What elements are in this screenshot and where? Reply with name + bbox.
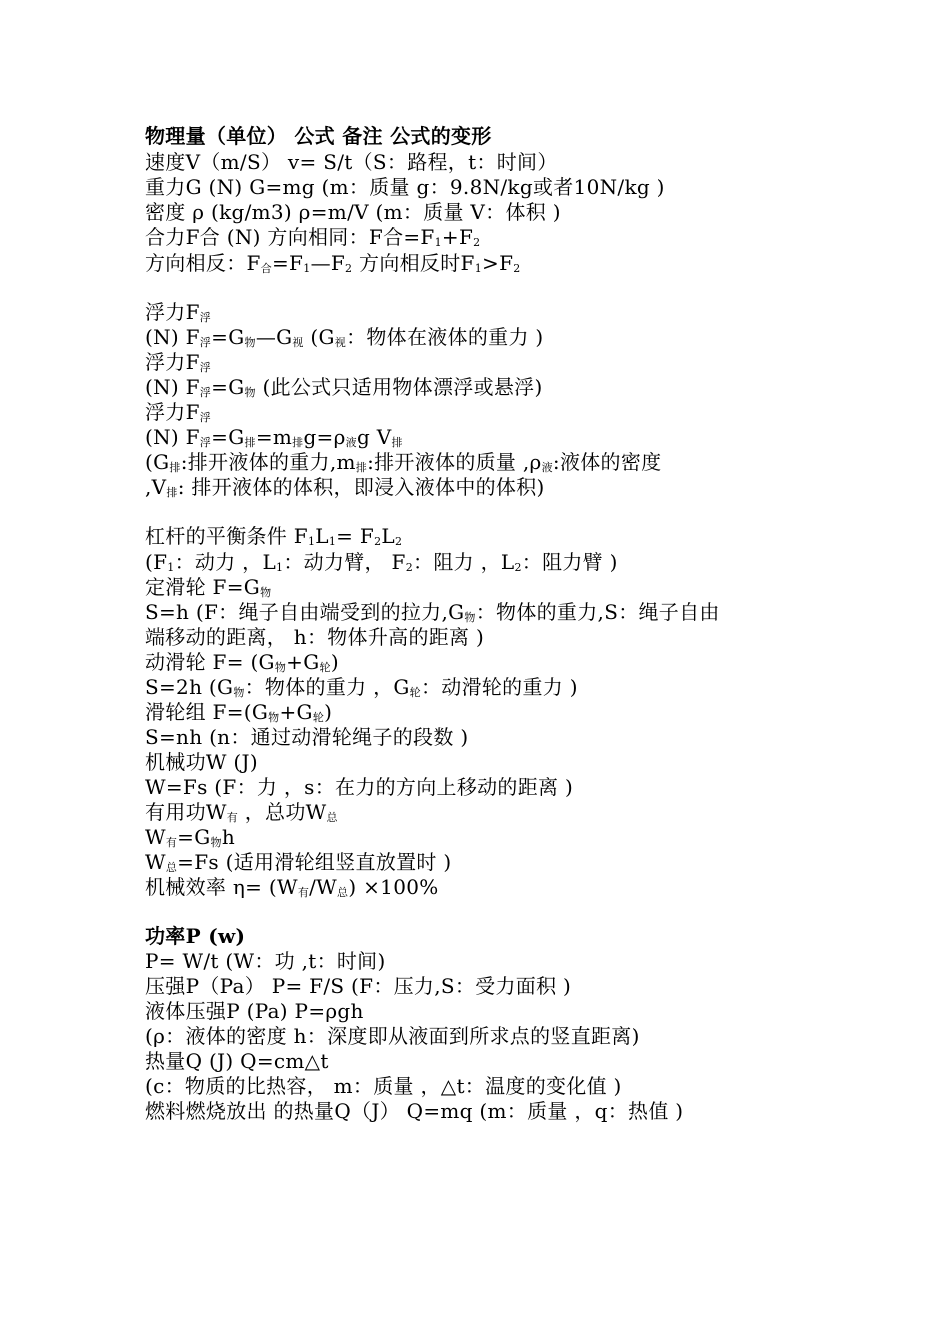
subscript-text: 2 bbox=[513, 262, 521, 275]
line-text: ) ×100% bbox=[348, 875, 439, 899]
subscript-text: 1 bbox=[434, 236, 442, 249]
subscript-text: 排 bbox=[166, 486, 178, 499]
subscript-text: 1 bbox=[328, 535, 337, 548]
line-text: :排开液体的重力,m bbox=[180, 450, 356, 474]
line-text: L bbox=[381, 524, 395, 548]
subscript-text: 物 bbox=[260, 586, 272, 599]
subscript-text: 合 bbox=[260, 262, 272, 275]
subscript-text: 排 bbox=[292, 436, 304, 449]
subscript-text: 排 bbox=[244, 436, 256, 449]
line-text: 定滑轮 F=G bbox=[145, 575, 261, 599]
subscript-text: 排 bbox=[169, 461, 181, 474]
text-line bbox=[145, 1099, 825, 1123]
line-text: >F bbox=[482, 251, 514, 275]
line-text: 压强P（Pa） P= F/S (F：压力,S：受力面积 ) bbox=[145, 974, 572, 998]
line-text: S=h (F：绳子自由端受到的拉力,G bbox=[145, 600, 465, 624]
text-line bbox=[145, 251, 825, 281]
line-text: 密度 ρ (kg/m3) ρ=m/V (m：质量 V：体积 ) bbox=[145, 200, 561, 224]
text-line bbox=[145, 750, 825, 774]
subscript-text: 视 bbox=[292, 336, 304, 349]
subscript-text: 2 bbox=[394, 535, 403, 548]
text-line bbox=[145, 949, 825, 973]
subscript-text: 物 bbox=[244, 336, 256, 349]
line-text: ：动滑轮的重力 ) bbox=[420, 675, 578, 699]
subscript-text: 浮 bbox=[199, 336, 212, 349]
subscript-text: 物 bbox=[274, 661, 287, 674]
line-text: 端移动的距离， h：物体升高的距离 ) bbox=[145, 625, 485, 649]
line-text: 合力F合 (N) 方向相同：F合=F bbox=[145, 225, 435, 249]
line-text: : 排开液体的体积，即浸入液体中的体积) bbox=[177, 475, 545, 499]
line-text: (N) F bbox=[145, 375, 200, 399]
subscript-text: 轮 bbox=[319, 661, 331, 674]
line-text: ) bbox=[324, 700, 333, 724]
subscript-text: 排 bbox=[391, 436, 403, 449]
line-text: W=Fs (F：力 ，s：在力的方向上移动的距离 ) bbox=[145, 775, 574, 799]
text-line bbox=[145, 124, 825, 148]
subscript-text: 2 bbox=[514, 561, 522, 574]
line-text: W bbox=[145, 825, 166, 849]
line-text: 物理量（单位） 公式 备注 公式的变形 bbox=[145, 124, 492, 148]
line-text: 滑轮组 F=(G bbox=[145, 700, 269, 724]
line-text: (G bbox=[303, 325, 335, 349]
line-text: ：阻力 ，L bbox=[413, 550, 515, 574]
line-text: —G bbox=[255, 325, 293, 349]
line-text: =G bbox=[211, 425, 245, 449]
line-text: 方向相反时F bbox=[352, 251, 475, 275]
line-text: ：物体的重力,S：绳子自由 bbox=[475, 600, 720, 624]
text-line bbox=[145, 1049, 825, 1073]
line-text: =Fs (适用滑轮组竖直放置时 ) bbox=[177, 850, 452, 874]
subscript-text: 浮 bbox=[199, 311, 212, 324]
line-text: 机械效率 η= (W bbox=[145, 875, 298, 899]
line-text: ：物体在液体的重力 ) bbox=[346, 325, 544, 349]
subscript-text: 视 bbox=[334, 336, 347, 349]
subscript-text: 有 bbox=[165, 836, 178, 849]
line-text: 浮力F bbox=[145, 350, 200, 374]
text-line bbox=[145, 725, 825, 749]
line-text: W bbox=[145, 850, 166, 874]
line-text: 热量Q (J) Q=cm△t bbox=[145, 1049, 329, 1073]
line-text: S=2h (G bbox=[145, 675, 234, 699]
line-text: 速度V（m/S） v= S/t（S：路程，t：时间） bbox=[145, 150, 558, 174]
subscript-text: 总 bbox=[337, 886, 349, 899]
line-text: /W bbox=[309, 875, 338, 899]
line-text: ,V bbox=[145, 475, 167, 499]
line-text: =F bbox=[272, 251, 304, 275]
line-text: g=ρ bbox=[303, 425, 346, 449]
text-line bbox=[145, 974, 825, 998]
line-text: = F bbox=[336, 524, 375, 548]
subscript-text: 液 bbox=[345, 436, 357, 449]
line-text: :排开液体的质量 ,ρ bbox=[367, 450, 542, 474]
line-text: 浮力F bbox=[145, 300, 200, 324]
line-text: =m bbox=[255, 425, 293, 449]
line-text: +G bbox=[279, 700, 313, 724]
text-line bbox=[145, 175, 825, 199]
line-text: 杠杆的平衡条件 F bbox=[145, 524, 308, 548]
subscript-text: 轮 bbox=[312, 711, 325, 724]
line-text: 浮力F bbox=[145, 400, 200, 424]
text-line bbox=[145, 150, 825, 174]
text-line bbox=[145, 924, 825, 948]
subscript-text: 1 bbox=[307, 535, 316, 548]
line-text: =G bbox=[211, 375, 245, 399]
subscript-text: 2 bbox=[473, 236, 481, 249]
subscript-text: 轮 bbox=[409, 686, 421, 699]
line-text: 机械功W (J) bbox=[145, 750, 258, 774]
subscript-text: 物 bbox=[464, 611, 476, 624]
subscript-text: 浮 bbox=[199, 361, 212, 374]
text-line bbox=[145, 625, 825, 649]
line-text: (N) F bbox=[145, 325, 200, 349]
line-text: (N) F bbox=[145, 425, 200, 449]
line-text: —F bbox=[310, 251, 346, 275]
line-text: ) bbox=[330, 650, 339, 674]
line-text: L bbox=[315, 524, 329, 548]
line-text: 功率P (w) bbox=[145, 924, 246, 948]
subscript-text: 2 bbox=[345, 262, 353, 275]
line-text: ：动力 ，L bbox=[174, 550, 277, 574]
text-line bbox=[145, 200, 825, 224]
text-line bbox=[145, 775, 825, 799]
line-text: =G bbox=[211, 325, 245, 349]
text-line bbox=[145, 1074, 825, 1098]
subscript-text: 物 bbox=[233, 686, 245, 699]
subscript-text: 1 bbox=[474, 262, 483, 275]
line-text: S=nh (n：通过动滑轮绳子的段数 ) bbox=[145, 725, 469, 749]
line-text: ：物体的重力 ，G bbox=[244, 675, 410, 699]
line-text: 重力G (N) G=mg (m：质量 g：9.8N/kg或者10N/kg ) bbox=[145, 175, 665, 199]
line-text: 液体压强P (Pa) P=ρgh bbox=[145, 999, 364, 1023]
subscript-text: 液 bbox=[541, 461, 553, 474]
subscript-text: 总 bbox=[326, 811, 338, 824]
line-text: h bbox=[221, 825, 236, 849]
line-text: P= W/t (W：功 ,t：时间) bbox=[145, 949, 386, 973]
subscript-text: 1 bbox=[303, 262, 311, 275]
line-text: 动滑轮 F= (G bbox=[145, 650, 275, 674]
subscript-text: 物 bbox=[210, 836, 222, 849]
text-line bbox=[145, 1024, 825, 1048]
line-text: :液体的密度 bbox=[552, 450, 662, 474]
line-text: (此公式只适用物体漂浮或悬浮) bbox=[255, 375, 543, 399]
line-text: (F bbox=[145, 550, 168, 574]
subscript-text: 物 bbox=[268, 711, 280, 724]
line-text: =G bbox=[177, 825, 211, 849]
subscript-text: 2 bbox=[374, 535, 382, 548]
subscript-text: 物 bbox=[244, 386, 256, 399]
line-text: 方向相反：F bbox=[145, 251, 261, 275]
line-text: +F bbox=[441, 225, 474, 249]
subscript-text: 浮 bbox=[199, 386, 212, 399]
subscript-text: 有 bbox=[226, 811, 239, 824]
subscript-text: 浮 bbox=[199, 436, 212, 449]
text-line bbox=[145, 875, 825, 905]
line-text: 燃料燃烧放出 的热量Q（J） Q=mq (m：质量 ，q：热值 ) bbox=[145, 1099, 684, 1123]
subscript-text: 浮 bbox=[199, 411, 212, 424]
line-text: +G bbox=[286, 650, 320, 674]
text-line bbox=[145, 475, 825, 505]
line-text: g V bbox=[356, 425, 392, 449]
line-text: ：阻力臂 ) bbox=[521, 550, 618, 574]
line-text: ：动力臂， F bbox=[283, 550, 406, 574]
line-text: 有用功W bbox=[145, 800, 227, 824]
subscript-text: 排 bbox=[355, 461, 368, 474]
subscript-text: 有 bbox=[297, 886, 310, 899]
line-text: ，总功W bbox=[238, 800, 327, 824]
subscript-text: 1 bbox=[167, 561, 175, 574]
subscript-text: 1 bbox=[276, 561, 284, 574]
subscript-text: 2 bbox=[405, 561, 414, 574]
subscript-text: 总 bbox=[165, 861, 178, 874]
line-text: (c：物质的比热容， m：质量 ，△t：温度的变化值 ) bbox=[145, 1074, 622, 1098]
text-line bbox=[145, 999, 825, 1023]
line-text: (G bbox=[145, 450, 170, 474]
line-text: (ρ：液体的密度 h：深度即从液面到所求点的竖直距离) bbox=[145, 1024, 640, 1048]
